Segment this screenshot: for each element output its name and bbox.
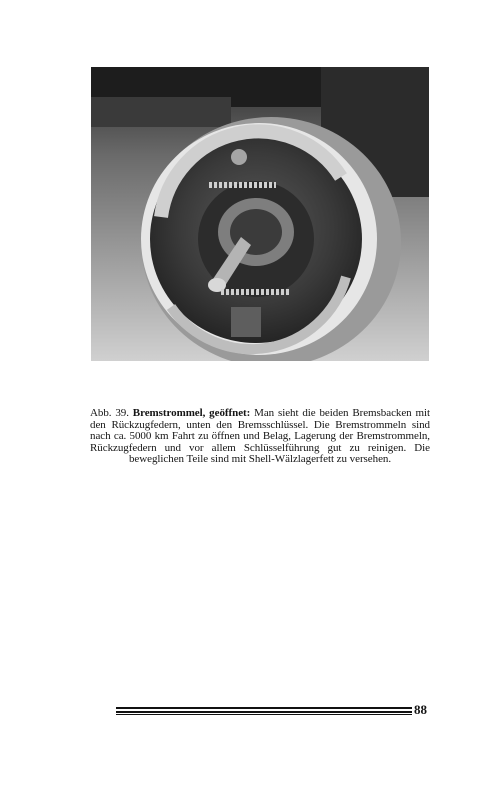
caption-body: Man sieht die beiden Bremsbacken mit den Rückzugfedern, unten den Bremsschlüssel. Die Bremstrommeln sind nach ca. 5000 km Fahrt zu öffnen und Belag, Lagerung der Bremstrommeln, Rückzugfedern und vor allem Schlüsselführung gut zu reinigen. Die beweglichen Teile sind mit Shell-Wälzlagerfett zu versehen. — [90, 407, 430, 466]
brake-drum-photo — [91, 67, 429, 361]
caption-prefix: Abb. 39. — [90, 407, 133, 419]
page-number: 88 — [414, 702, 427, 717]
caption-title: Bremstrommel, geöffnet: — [132, 407, 251, 419]
figure-caption — [90, 408, 430, 466]
footer-rule — [116, 707, 412, 716]
